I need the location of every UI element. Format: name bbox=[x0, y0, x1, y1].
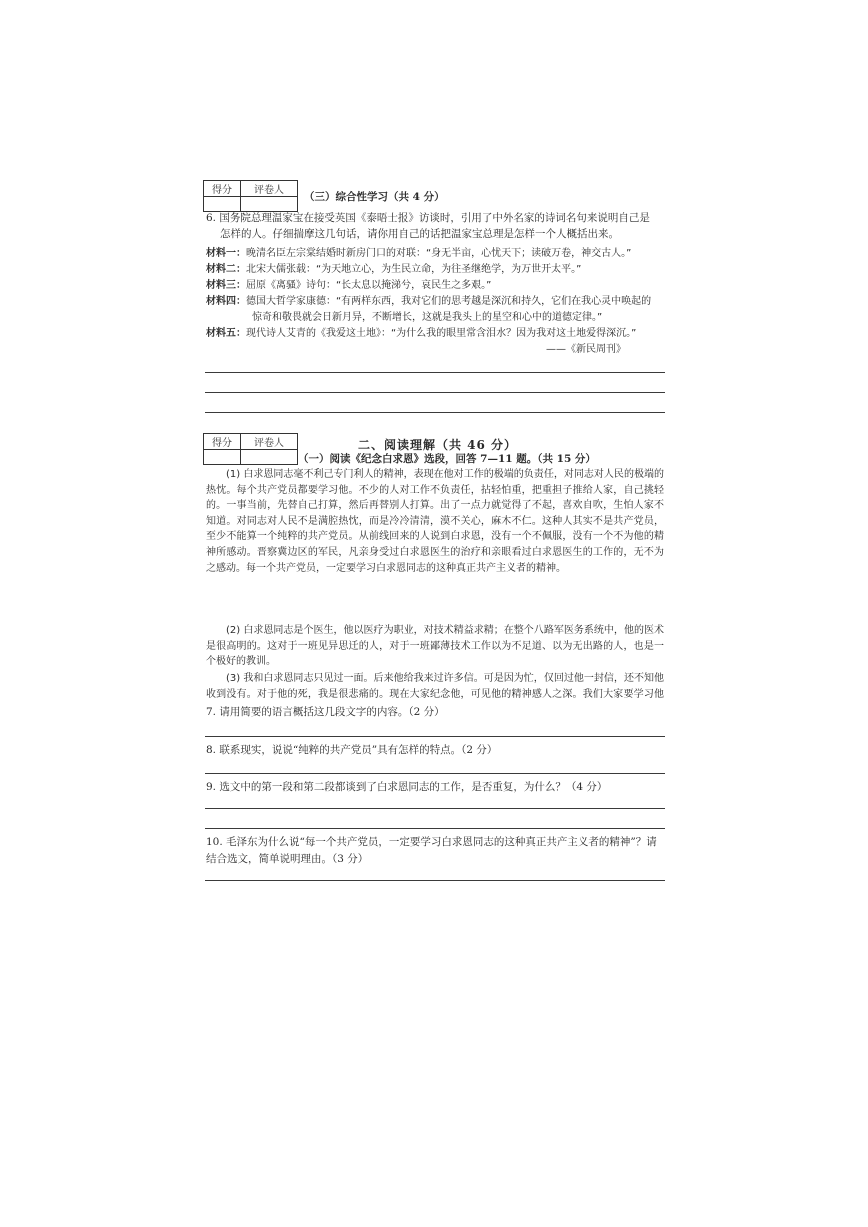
material-text: 晚清名臣左宗棠结婚时新房门口的对联：“身无半亩，心忧天下；读破万卷，神交古人。” bbox=[246, 248, 632, 259]
material-text: 德国大哲学家康德：“有两样东西，我对它们的思考越是深沉和持久，它们在我心灵中唤起的 bbox=[246, 296, 652, 307]
material-text: 屈原《离骚》诗句：“长太息以掩涕兮，哀民生之多艰。” bbox=[246, 280, 492, 291]
answer-line[interactable] bbox=[205, 412, 665, 413]
question-10-line1: 10. 毛泽东为什么说“每一个共产党员，一定要学习白求恩同志的这种真正共产主义者的精神”？请 bbox=[206, 836, 657, 848]
answer-line[interactable] bbox=[205, 828, 665, 829]
score-box bbox=[203, 433, 298, 465]
material-4 bbox=[206, 294, 651, 309]
q6-stem-line2: 怎样的人。仔细揣摩这几句话，请你用自己的话把温家宝总理是怎样一个人概括出来。 bbox=[220, 228, 619, 240]
answer-line[interactable] bbox=[205, 736, 665, 737]
reading-sub-title: （一）阅读《纪念白求恩》选段，回答 7—11 题。（共 15 分） bbox=[298, 453, 596, 465]
answer-line[interactable] bbox=[205, 392, 665, 393]
reviewer-label: 评卷人 bbox=[241, 181, 298, 197]
part2-title: 二、阅读理解（共 46 分） bbox=[358, 438, 518, 452]
passage-paragraph-3: (3) 我和白求恩同志只见过一面。后来他给我来过许多信。可是因为忙，仅回过他一封信，还不知他收到没有。对于他的死，我是很悲痛的。现在大家纪念他，可见他的精神感人之深。我们大家要学习他 bbox=[206, 673, 664, 700]
material-label: 材料四： bbox=[206, 296, 246, 307]
material-text: 北宋大儒张载：“为天地立心，为生民立命，为往圣继绝学，为万世开太平。” bbox=[246, 264, 582, 275]
reviewer-cell[interactable] bbox=[241, 450, 298, 465]
q6-stem-line1: 6. 国务院总理温家宝在接受英国《泰晤士报》访谈时，引用了中外名家的诗词名句来说明自己是 bbox=[206, 212, 650, 224]
material-5 bbox=[206, 326, 636, 341]
material-1 bbox=[206, 246, 631, 261]
answer-line[interactable] bbox=[205, 808, 665, 809]
answer-line[interactable] bbox=[205, 773, 665, 774]
answer-line[interactable] bbox=[205, 372, 665, 373]
score-label: 得分 bbox=[204, 181, 241, 197]
material-text: 惊奇和敬畏就会日新月异，不断增长，这就是我头上的星空和心中的道德定律。” bbox=[252, 312, 603, 323]
material-label: 材料五： bbox=[206, 328, 246, 339]
material-3 bbox=[206, 278, 491, 293]
material-label: 材料三： bbox=[206, 280, 246, 291]
question-7: 7. 请用简要的语言概括这几段文字的内容。（2 分） bbox=[206, 706, 445, 718]
question-9: 9. 选文中的第一段和第二段都谈到了白求恩同志的工作，是否重复，为什么？（4 分） bbox=[206, 781, 608, 793]
material-4-cont bbox=[252, 310, 602, 325]
question-8: 8. 联系现实，说说“纯粹的共产党员”具有怎样的特点。（2 分） bbox=[206, 744, 498, 756]
material-source: ——《新民周刊》 bbox=[546, 344, 626, 355]
score-label: 得分 bbox=[204, 434, 241, 450]
material-label: 材料一： bbox=[206, 248, 246, 259]
score-box bbox=[203, 180, 298, 212]
material-text: 现代诗人艾青的《我爱这土地》：“为什么我的眼里常含泪水？因为我对这土地爱得深沉。” bbox=[246, 328, 637, 339]
section3-title: （三）综合性学习（共 4 分） bbox=[304, 191, 445, 203]
passage-paragraph-1: (1) 白求恩同志毫不利己专门利人的精神，表现在他对工作的极端的负责任，对同志对人民的极端的热忱。每个共产党员都要学习他。不少的人对工作不负责任，拈轻怕重，把重担子推给人家，自己挑轻的。一事当前，先替自己打算，然后再替别人打算。出了一点力就觉得了不起，喜欢自吹，生怕人家不知道。对同志对人民不是满腔热忱，而是冷冷清清，漠不关心，麻木不仁。这种人其实不是共产党员，至少不能算一个纯粹的共产党员。从前线回来的人说到白求恩，没有一个不佩服，没有一个不为他的精神所感动。晋察冀边区的军民，凡亲身受过白求恩医生的治疗和亲眼看过白求恩医生的工作的，无不为之感动。每一个共产党员，一定要学习白求恩同志的这种真正共产主义者的精神。 bbox=[206, 469, 664, 574]
material-label: 材料二： bbox=[206, 264, 246, 275]
reviewer-label: 评卷人 bbox=[241, 434, 298, 450]
material-2 bbox=[206, 262, 581, 277]
question-10-line2: 结合选文，简单说明理由。（3 分） bbox=[206, 853, 369, 865]
passage-paragraph-2: (2) 白求恩同志是个医生，他以医疗为职业，对技术精益求精；在整个八路军医务系统中，他的医术是很高明的。这对于一班见异思迁的人，对于一班鄙薄技术工作以为不足道、以为无出路的人，也是一个极好的教训。 bbox=[206, 625, 664, 668]
score-cell[interactable] bbox=[204, 450, 241, 465]
answer-line[interactable] bbox=[205, 880, 665, 881]
